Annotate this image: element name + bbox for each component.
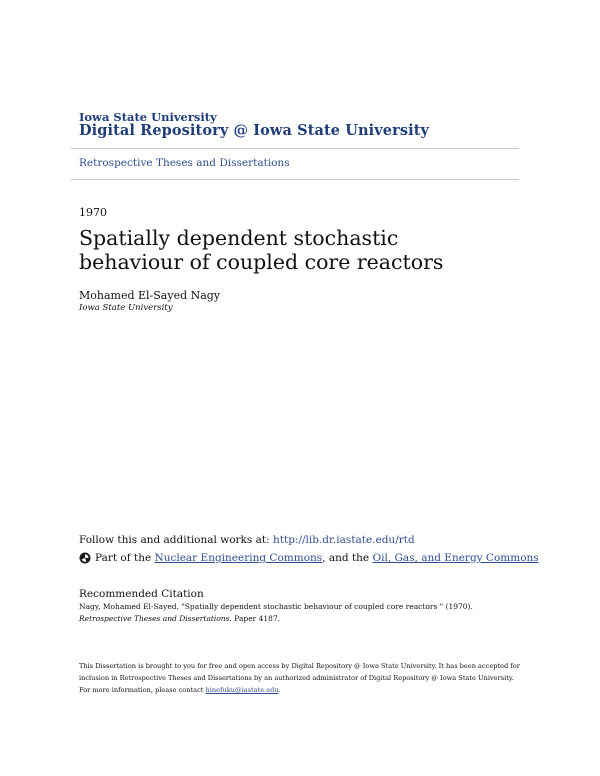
series-link[interactable]: Retrospective Theses and Dissertations — [79, 157, 290, 169]
footer-text: This Dissertation is brought to you for free and open access by Digital Repository @ Iowa State University. It has been accepted for inclusion in Retrospective Theses and Dissertations by an authorized administrator of Digital Repository @ Iowa State University. For more information, please contact — [79, 662, 520, 694]
nuclear-engineering-commons-link[interactable]: Nuclear Engineering Commons — [154, 552, 323, 564]
recommended-citation-text — [79, 601, 519, 625]
follow-prefix: Follow this and additional works at: — [79, 534, 273, 546]
part-of-line — [79, 552, 539, 564]
bepress-commons-icon — [79, 552, 91, 564]
publication-year: 1970 — [79, 206, 107, 219]
author-name: Mohamed El-Sayed Nagy — [79, 289, 221, 302]
document-title: Spatially dependent stochastic behaviour of coupled core reactors — [79, 226, 444, 274]
footer-end: . — [278, 686, 281, 694]
contact-email-link[interactable]: hinefuku@iastate.edu — [205, 686, 279, 694]
recommended-citation-heading: Recommended Citation — [79, 588, 204, 600]
part-of-middle: , and the — [322, 552, 373, 564]
institution-name: Iowa State University — [79, 110, 217, 124]
footer-notice — [79, 660, 524, 696]
bottom-divider — [71, 179, 519, 180]
part-of-text — [95, 552, 539, 564]
part-of-prefix: Part of the — [95, 552, 155, 564]
citation-series: Retrospective Theses and Dissertations. — [79, 614, 232, 623]
citation-paper: Paper 4187. — [231, 614, 281, 623]
top-divider — [71, 148, 519, 149]
repository-link[interactable]: Digital Repository @ Iowa State University — [79, 122, 430, 139]
oil-gas-energy-commons-link[interactable]: Oil, Gas, and Energy Commons — [372, 552, 539, 564]
follow-line — [79, 534, 415, 546]
citation-main: Nagy, Mohamed El-Sayed, "Spatially dependent stochastic behaviour of coupled core reactors " (1970). — [79, 602, 473, 611]
author-affiliation: Iowa State University — [79, 303, 173, 313]
repository-url-link[interactable]: http://lib.dr.iastate.edu/rtd — [273, 534, 415, 546]
